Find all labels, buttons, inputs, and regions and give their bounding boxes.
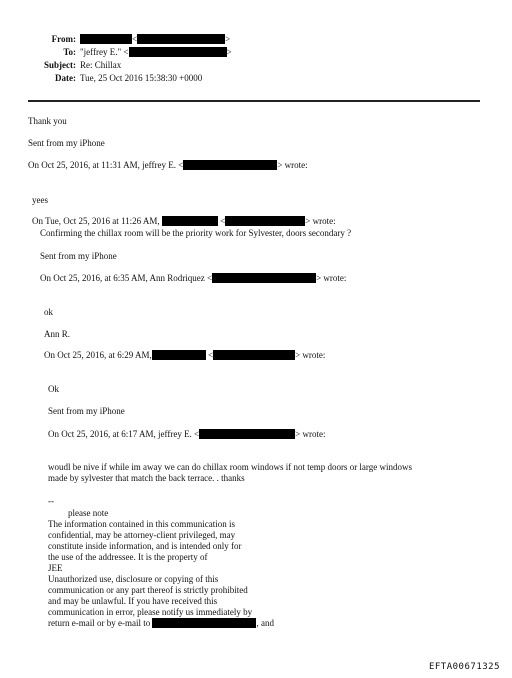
redaction-bar bbox=[183, 160, 277, 170]
redaction-bar bbox=[137, 34, 225, 44]
subject-label: Subject: bbox=[44, 60, 76, 70]
date-label: Date: bbox=[55, 73, 76, 83]
subject-value: Re: Chillax bbox=[80, 60, 122, 70]
notice-line: communication or any part thereof is strictly prohibited bbox=[48, 585, 248, 595]
to-value: "jeffrey E." < > bbox=[80, 47, 232, 57]
redaction-bar bbox=[162, 216, 218, 226]
redaction-bar bbox=[213, 350, 295, 360]
signature-line: Ann R. bbox=[44, 329, 71, 339]
redaction-bar bbox=[129, 47, 227, 57]
notice-heading: please note bbox=[68, 508, 109, 518]
notice-line: The information contained in this communication is bbox=[48, 519, 235, 529]
quote-header: On Oct 25, 2016, at 6:29 AM, < > wrote: bbox=[44, 350, 326, 360]
reply-text: yees bbox=[32, 195, 48, 205]
message-text: ok bbox=[44, 307, 53, 317]
header-divider bbox=[28, 100, 480, 102]
notice-line: return e-mail or by e-mail to , and bbox=[48, 618, 274, 628]
notice-line: JEE bbox=[48, 563, 63, 573]
redaction-bar bbox=[152, 350, 206, 360]
document-id: EFTA00671325 bbox=[428, 662, 500, 672]
quote-header: On Oct 25, 2016, at 6:35 AM, Ann Rodriquez < > wrote: bbox=[40, 273, 347, 283]
message-text: Confirming the chillax room will be the priority work for Sylvester, doors secondary ? bbox=[40, 228, 352, 238]
signature-line: Sent from my iPhone bbox=[28, 138, 105, 148]
redaction-bar bbox=[212, 273, 316, 283]
message-text: Ok bbox=[48, 384, 59, 394]
from-value: < > bbox=[80, 34, 230, 45]
notice-line: and may be unlawful. If you have received this bbox=[48, 596, 218, 606]
notice-line: the use of the addressee. It is the property of bbox=[48, 552, 208, 562]
message-text: woudl be nive if while im away we can do chillax room windows if not temp doors or large windows bbox=[48, 462, 413, 472]
to-label: To: bbox=[63, 47, 76, 57]
notice-line: confidential, may be attorney-client privileged, may bbox=[48, 530, 236, 540]
notice-line: constitute inside information, and is intended only for bbox=[48, 541, 242, 551]
from-label: From: bbox=[51, 34, 76, 44]
signature-line: Sent from my iPhone bbox=[48, 406, 125, 416]
notice-line: Unauthorized use, disclosure or copying of this bbox=[48, 574, 219, 584]
redaction-bar bbox=[80, 34, 132, 44]
date-value: Tue, 25 Oct 2016 15:38:30 +0000 bbox=[80, 73, 203, 83]
redaction-bar bbox=[152, 618, 256, 628]
notice-line: communication in error, please notify us immediately by bbox=[48, 607, 253, 617]
quote-header: On Tue, Oct 25, 2016 at 11:26 AM, < > wrote: bbox=[32, 216, 336, 226]
redaction-bar bbox=[225, 216, 305, 226]
quote-header: On Oct 25, 2016, at 11:31 AM, jeffrey E. < > wrote: bbox=[28, 160, 308, 170]
signature-line: Sent from my iPhone bbox=[40, 251, 117, 261]
message-text: made by sylvester that match the back terrace. . thanks bbox=[48, 473, 245, 483]
quote-header: On Oct 25, 2016, at 6:17 AM, jeffrey E. < > wrote: bbox=[48, 429, 326, 439]
reply-text: Thank you bbox=[28, 116, 67, 126]
redaction-bar bbox=[199, 429, 295, 439]
signature-separator: -- bbox=[48, 496, 54, 506]
